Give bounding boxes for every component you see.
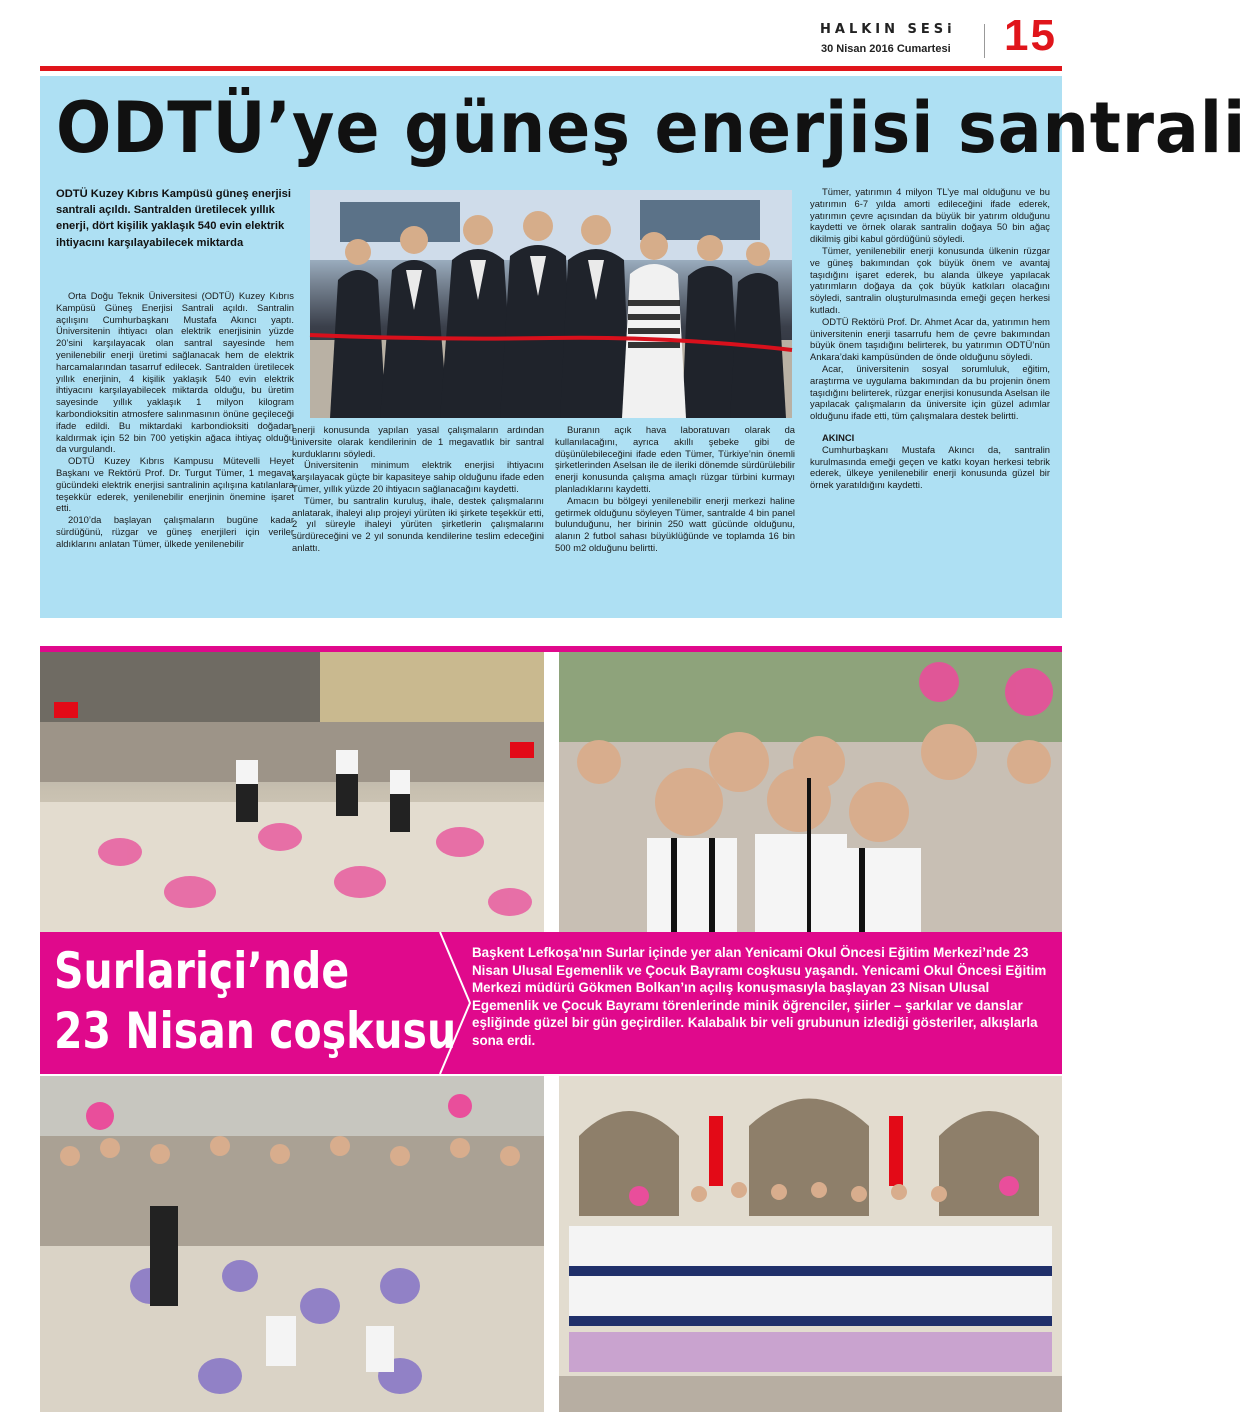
ceremony-illustration: [310, 190, 792, 418]
paragraph: Orta Doğu Teknik Üniversitesi (ODTÜ) Kuzey Kıbrıs Kampüsü Güneş Enerjisi Santrali açıldı. Santralin açılışını Cumhurbaşkanı Mustafa Akıncı yaptı. Üniversitenin ihtiyacı olan elektrik enerjisinin yüzde 20’sini karşılayacak olan santral sayesinde hem yenilenebilir enerji üretimi sağlanacak hem de elektrik harcamalarından tasarruf edilecek. Santralden üretilecek yıllık enerjinin, 4 kişilik yaklaşık 540 evin elektrik ihtiyacını karşılayabilecek miktarda olduğu, bu üretim sayesinde yıllık yaklaşık 1 milyon kilogram karbondioksitin atmosfere salınmasının önüne geçileceği ifade edildi. Bu miktardaki karbondioksiti doğadan kaldırmak için 52 bin 700 yetişkin ağaca ihtiyaç olduğu da vurgulandı.: [56, 290, 294, 455]
paragraph: enerji konusunda yapılan yasal çalışmaların ardından üniversite olarak kendilerinin de 1 megavatlık bir santral kurduklarını söyledi.: [292, 424, 544, 459]
paragraph: ODTÜ Rektörü Prof. Dr. Ahmet Acar da, yatırımın hem üniversitenin enerji tasarrufu hem de çevre bakımından büyük önem taşıdığını belirterek, bu yatırımın ODTÜ’nün Ankara’daki kampüsünden de önde olduğunu söyledi.: [810, 315, 1050, 363]
issue-date: 30 Nisan 2016 Cumartesi: [821, 43, 951, 55]
article-column-1: [56, 290, 294, 550]
masthead-divider: [984, 24, 985, 58]
title-divider-chevron: [436, 932, 476, 1074]
paragraph: Tümer, bu santralin kuruluş, ihale, destek çalışmalarını anlatarak, ihaleyi alıp projeyi yürüten iki şirkete teşekkür etti, 2 yıl süreyle ihaleyi yürüten şirketlerin çalışmalarını sürdüreceğini ve 2 yıl sonunda kendilerine teslim edeceğini anlattı.: [292, 494, 544, 553]
paragraph: Amacın bu bölgeyi yenilenebilir enerji merkezi haline getirmek olduğunu söyleyen Tümer, santralde 4 bin panel bulunduğunu, her birinin 250 watt gücünde olduğunu, alanın 2 futbol sahası büyüklüğünde ve toplamda 16 bin 500 m2 olduğunu belirtti.: [555, 494, 795, 553]
article-column-2: [292, 424, 544, 554]
paragraph: Buranın açık hava laboratuvarı olarak da kullanılacağını, ayrıca akıllı şebeke gibi de düşünülebileceğini ifade eden Tümer, Türkiye’nin önemli şirketlerinden Aselsan ile de ileriki dönemde sürdürülebilir enerji konusunda çalışma amaçlı rüzgar türbini kurmayı planladıklarını kaydetti.: [555, 424, 795, 494]
feature-title-box: [40, 932, 457, 1074]
feature-title-line-1: Surlariçi’nde: [54, 942, 350, 1000]
page-number: 15: [1004, 11, 1057, 60]
paragraph: Acar, üniversitenin sosyal sorumluluk, eğitim, araştırma ve uygulama bakımından da bu projenin önem taşıdığını belirterek, rüzgar enerjisi konusunda Aselsan ile yapılacak çalışmaların da üniversite için güzel adımlar olduğunu ifade etti, tüm çalışmalara destek belirtti.: [810, 362, 1050, 422]
paper-name: HALKIN SESi: [820, 22, 956, 37]
article-odtu: [40, 76, 1246, 618]
ribbon-cutting-photo: [310, 190, 792, 418]
paragraph: 2010’da başlayan çalışmaların bugüne kadar sürdüğünü, rüzgar ve güneş enerjileri için veriler aldıklarını anlatan Tümer, ülkede yenilenebilir: [56, 514, 294, 549]
paragraph: Tümer, yenilenebilir enerji konusunda ülkenin rüzgar ve güneş bakımından çok büyük önem ve avantaj taşıdığını işaret ederek, bu alanda ülkeye yapılacak yatırımların doğaya da çok büyük katkıları olacağını söyledi, santralin oluşturulmasında emeği geçen herkesi kutladı.: [810, 244, 1050, 315]
paragraph: Tümer, yatırımın 4 milyon TL’ye mal olduğunu ve bu yatırımın 6-7 yılda amorti edileceğini ifade ederek, yatırımın çevre açısından da büyük bir yatırım olduğunu kaydetti ve örnek olarak santralin doğaya 50 bin ağaç dikilmiş gibi kabul gördüğünü söyledi.: [810, 186, 1050, 245]
article-column-4: [810, 186, 1050, 491]
feature-caption: Başkent Lefkoşa’nın Surlar içinde yer alan Yenicami Okul Öncesi Eğitim Merkezi’nde 23 Nisan Ulusal Egemenlik ve Çocuk Bayramı coşkusu yaşandı. Yenicami Okul Öncesi Eğitim Merkezi müdürü Gökmen Bolkan’ın açılış konuşmasıyla başlayan 23 Nisan Ulusal Egemenlik ve Çocuk Bayramı törenlerinde minik öğrenciler, şiirler – şarkılar ve danslar eşliğinde güzel bir gün geçirdiler. Kalabalık bir veli grubunun izlediği gösteriler, alkışlarla sona erdi.: [472, 945, 1047, 1048]
paragraph: Cumhurbaşkanı Mustafa Akıncı da, santralin kurulmasında emeği geçen ve katkı koyan herkesi tebrik ederek, ülkeye yenilenebilir enerji konusunda güzel bir örnek yaratıldığını kaydetti.: [810, 443, 1050, 491]
paragraph: Üniversitenin minimum elektrik enerjisi ihtiyacını karşılayacak güçte bir kapasiteye sahip olduğunu ifade eden Tümer, yıllık yüzde 20 ihtiyacın sağlanacağını kaydetti.: [292, 459, 544, 494]
feature-title-line-2: 23 Nisan coşkusu: [54, 1002, 457, 1060]
dance-photo-top-left: [40, 652, 544, 932]
article-subhead: AKINCI: [822, 431, 855, 443]
article-headline: ODTÜ’ye güneş enerjisi santrali: [56, 87, 1246, 169]
group-illustration: [559, 1076, 1062, 1412]
poem-photo-top-right: [559, 652, 1062, 932]
dance-photo-bottom-left: [40, 1076, 544, 1412]
group-photo-bottom-right: [559, 1076, 1062, 1412]
kids-dance-illustration: [40, 652, 544, 932]
masthead: [0, 0, 1102, 72]
kids-microphone-illustration: [559, 652, 1062, 932]
article-lead: ODTÜ Kuzey Kıbrıs Kampüsü güneş enerjisi santrali açıldı. Santralden üretilecek yıllık enerji, dört kişilik yaklaşık 540 evin elektrik ihtiyacını karşılayabilecek miktarda: [56, 188, 291, 249]
header-rule: [40, 66, 1062, 71]
article-column-3: [555, 424, 795, 554]
paragraph: ODTÜ Kuzey Kıbrıs Kampusu Mütevelli Heyet Başkanı ve Rektörü Prof. Dr. Turgut Tümer, 1 megavat gücündeki elektrik enerjisi santralinin açılışına katılanlara teşekkür ederek, yenilenebilir enerjinin önemine işaret etti.: [56, 455, 294, 514]
kids-circle-dance-illustration: [40, 1076, 544, 1412]
